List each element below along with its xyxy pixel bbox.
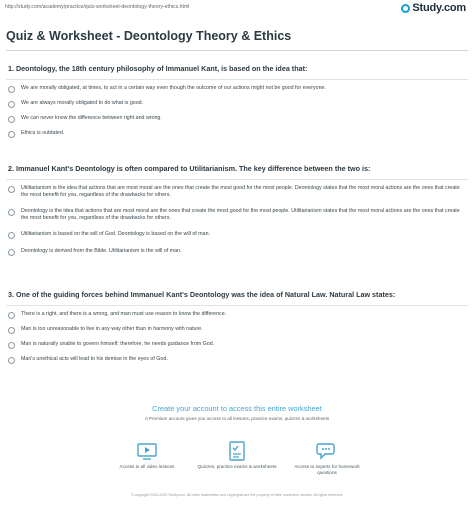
- feature-experts: [287, 440, 367, 476]
- question-3: [6, 290, 468, 364]
- answer-option[interactable]: [8, 85, 468, 93]
- question-text: 1. Deontology, the 18th century philosophy of Immanuel Kant, is based on the idea that:: [8, 64, 308, 73]
- radio-button[interactable]: [8, 327, 15, 334]
- answer-option[interactable]: [8, 115, 468, 123]
- feature-quizzes: [197, 440, 277, 470]
- copyright-footer: © copyright 2003-2020 Study.com. All other trademarks and copyrights are the property of their respective owners. All rights reserved.: [130, 493, 344, 497]
- page-header: [0, 0, 474, 18]
- answer-option[interactable]: [8, 208, 468, 222]
- answer-option[interactable]: [8, 326, 468, 334]
- radio-button[interactable]: [8, 342, 15, 349]
- answer-text: Man's unethical acts will lead to his demise in the eyes of God.: [21, 355, 168, 362]
- question-divider: [6, 79, 468, 80]
- answer-option[interactable]: [8, 341, 468, 349]
- question-divider: [6, 305, 468, 306]
- feature-label: Quizzes, practice exams & worksheets: [197, 464, 277, 469]
- answer-option[interactable]: [8, 356, 468, 364]
- study-logo[interactable]: [401, 2, 466, 14]
- premium-promo: [0, 404, 474, 421]
- answer-text: Utilitarianism is based on the will of God. Deontology is based on the will of man.: [21, 231, 211, 238]
- feature-video-lessons: [107, 440, 187, 470]
- answer-option[interactable]: [8, 130, 468, 138]
- answer-text: Deontology is derived from the Bible. Utilitarianism is the will of man.: [21, 248, 182, 255]
- answer-text: There is a right, and there is a wrong, and man must use reason to know the difference.: [21, 310, 227, 317]
- video-lessons-icon: [136, 440, 158, 462]
- experts-icon: [316, 440, 338, 462]
- study-logo-text: Study.com: [412, 2, 466, 14]
- radio-button[interactable]: [8, 186, 15, 193]
- answer-option[interactable]: [8, 100, 468, 108]
- quizzes-worksheets-icon: [226, 440, 248, 462]
- page-title: Quiz & Worksheet - Deontology Theory & Ethics: [6, 29, 292, 43]
- radio-button[interactable]: [8, 86, 15, 93]
- radio-button[interactable]: [8, 131, 15, 138]
- radio-button[interactable]: [8, 101, 15, 108]
- answer-text: Utilitarianism is the idea that actions that are most moral are the ones that create the most good for the most people. Deontology states that the most moral actions are the ones that create the most benefit for you, regardless of the drawbacks for others.: [21, 184, 460, 198]
- radio-button[interactable]: [8, 209, 15, 216]
- question-text: 3. One of the guiding forces behind Immanuel Kant's Deontology was the idea of Natural Law. Natural Law states:: [8, 290, 396, 299]
- feature-label: Access to all video lessons: [119, 464, 175, 469]
- question-divider: [6, 179, 468, 180]
- answer-text: Deontology is the idea that actions that are most moral are the ones that create the most good for the most people. Utilitarianism states that the most moral actions are the ones that create the most benefit for you, regardless of the drawbacks for others.: [21, 207, 460, 222]
- answer-text: Man is too unreasonable to live in any way other than in harmony with nature.: [21, 325, 203, 332]
- question-text: 2. Immanuel Kant's Deontology is often compared to Utilitarianism. The key difference between the two is:: [8, 164, 371, 173]
- answer-option[interactable]: [8, 311, 468, 319]
- create-account-link[interactable]: Create your account to access this entire worksheet: [152, 404, 322, 413]
- premium-features: [0, 440, 474, 485]
- question-2: [6, 164, 468, 256]
- radio-button[interactable]: [8, 232, 15, 239]
- answer-text: Ethics is outdated.: [21, 129, 65, 136]
- premium-description: A Premium account gives you access to all lessons, practice exams, quizzes & worksheets: [144, 416, 330, 421]
- answer-text: We are morally obligated, at times, to act in a certain way even though the outcome of our actions might not be good for everyone.: [21, 84, 326, 91]
- answer-option[interactable]: [8, 231, 468, 239]
- radio-button[interactable]: [8, 357, 15, 364]
- question-1: [6, 64, 468, 138]
- feature-label: Access to experts for homework questions: [294, 464, 360, 475]
- study-logo-icon: [401, 4, 410, 13]
- answer-option[interactable]: [8, 185, 468, 199]
- radio-button[interactable]: [8, 249, 15, 256]
- radio-button[interactable]: [8, 116, 15, 123]
- answer-option[interactable]: [8, 248, 468, 256]
- answer-text: We are always morally obligated to do what is good.: [21, 99, 144, 106]
- page-url[interactable]: http://study.com/academy/practice/quiz-worksheet-deontology-theory-ethics.html: [5, 4, 190, 10]
- radio-button[interactable]: [8, 312, 15, 319]
- answer-text: Man is naturally unable to govern himself; therefore, he needs guidance from God.: [21, 340, 215, 347]
- title-divider: [6, 50, 468, 51]
- answer-text: We can never know the difference between right and wrong.: [21, 114, 162, 121]
